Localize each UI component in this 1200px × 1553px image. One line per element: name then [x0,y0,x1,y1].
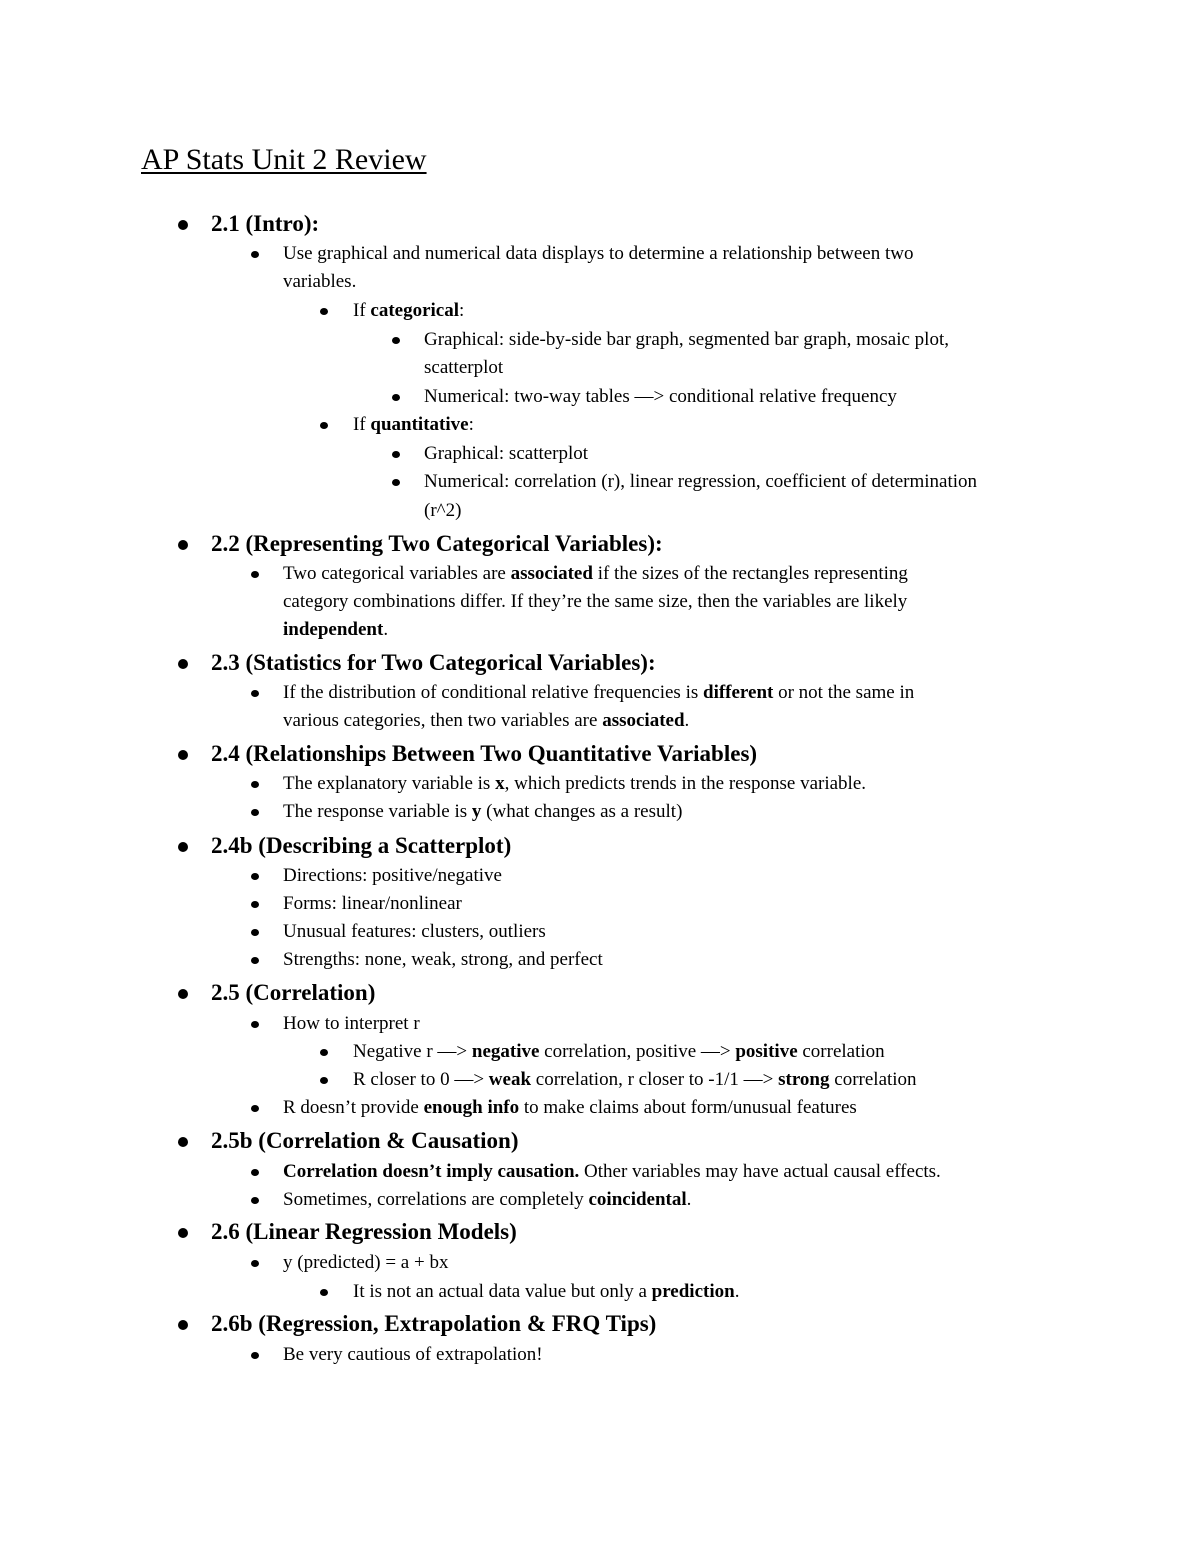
text-line: variables. [283,271,357,292]
section-heading-2-6b: 2.6b (Regression, Extrapolation & FRQ Tips) [211,1311,657,1336]
section-heading-2-2: 2.2 (Representing Two Categorical Variables): [211,531,663,556]
bullet-icon [251,901,259,908]
bullet-icon [251,1021,259,1028]
bullet-icon [251,809,259,816]
bullet-icon [178,750,188,760]
section-heading-2-1: 2.1 (Intro): [211,211,320,236]
list-item: Strengths: none, weak, strong, and perfect [283,949,603,970]
text-line: R doesn’t provide enough info to make claims about form/unusual features [283,1097,857,1118]
text-line: Sometimes, correlations are completely coincidental. [283,1189,692,1210]
text-line: If quantitative: [353,414,474,435]
bullet-icon [251,873,259,880]
text-line: The explanatory variable is x, which predicts trends in the response variable. [283,773,867,794]
bullet-icon [392,394,400,401]
text-line: Use graphical and numerical data displays to determine a relationship between two [283,243,914,264]
text-line: scatterplot [424,357,504,378]
bullet-icon [178,1320,188,1330]
text-line: The response variable is y (what changes as a result) [283,801,683,822]
bullet-icon [251,1169,259,1176]
section-heading-2-6: 2.6 (Linear Regression Models) [211,1219,517,1244]
bullet-icon [178,220,188,230]
bullet-icon [178,989,188,999]
bullet-icon [320,1289,328,1296]
bullet-icon [251,957,259,964]
bullet-icon [320,1049,328,1056]
bullet-icon [320,422,328,429]
section-heading-2-3: 2.3 (Statistics for Two Categorical Variables): [211,650,656,675]
text-line: Be very cautious of extrapolation! [283,1344,543,1365]
text-line: Graphical: scatterplot [424,443,589,464]
bullet-icon [251,1105,259,1112]
text-line: Negative r —> negative correlation, positive —> positive correlation [353,1041,885,1062]
text-line: If the distribution of conditional relative frequencies is different or not the same in [283,682,915,703]
bullet-icon [251,781,259,788]
text-line: How to interpret r [283,1013,420,1034]
section-heading-2-4: 2.4 (Relationships Between Two Quantitative Variables) [211,741,758,766]
text-line: Two categorical variables are associated if the sizes of the rectangles representing [283,563,908,584]
bullet-icon [178,1228,188,1238]
bullet-icon [178,540,188,550]
section-heading-2-4b: 2.4b (Describing a Scatterplot) [211,833,512,858]
text-line: independent. [283,619,389,640]
bullet-icon [392,479,400,486]
text-line: category combinations differ. If they’re the same size, then the variables are likely [283,591,908,612]
section-heading-2-5: 2.5 (Correlation) [211,980,376,1005]
text-line: y (predicted) = a + bx [283,1252,449,1273]
text-line: (r^2) [424,500,462,521]
page-title: AP Stats Unit 2 Review [141,143,427,176]
bullet-icon [251,1352,259,1359]
bullet-icon [251,251,259,258]
bullet-icon [178,659,188,669]
bullet-icon [251,690,259,697]
bullet-icon [320,1077,328,1084]
bullet-icon [251,571,259,578]
text-line: It is not an actual data value but only a prediction. [353,1281,740,1302]
text-line: Numerical: two-way tables —> conditional relative frequency [424,386,897,407]
text-line: various categories, then two variables are associated. [283,710,690,731]
bullet-icon [320,308,328,315]
text-line: Graphical: side-by-side bar graph, segmented bar graph, mosaic plot, [424,329,949,350]
text-line: R closer to 0 —> weak correlation, r closer to -1/1 —> strong correlation [353,1069,917,1090]
text-line: Correlation doesn’t imply causation. Other variables may have actual causal effects. [283,1161,941,1182]
text-line: Numerical: correlation (r), linear regression, coefficient of determination [424,471,978,492]
section-heading-2-5b: 2.5b (Correlation & Causation) [211,1128,519,1153]
text-line: If categorical: [353,300,465,321]
bullet-icon [392,337,400,344]
bullet-icon [178,1137,188,1147]
bullet-icon [392,451,400,458]
list-item: Unusual features: clusters, outliers [283,921,546,942]
bullet-icon [251,1197,259,1204]
list-item: Directions: positive/negative [283,865,502,886]
bullet-icon [251,1260,259,1267]
bullet-icon [251,929,259,936]
bullet-icon [178,842,188,852]
list-item: Forms: linear/nonlinear [283,893,462,914]
